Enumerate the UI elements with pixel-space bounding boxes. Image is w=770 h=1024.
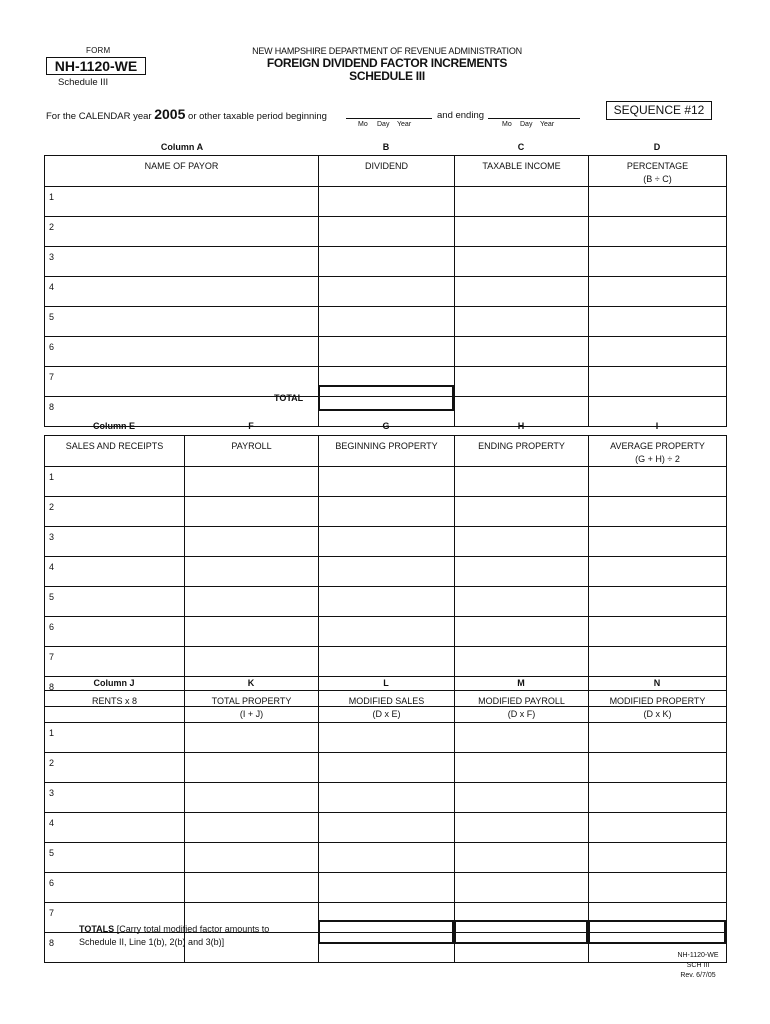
sequence-box: SEQUENCE #12: [606, 101, 712, 120]
table-row[interactable]: 5: [45, 587, 185, 617]
header-ending-property: ENDING PROPERTY: [455, 436, 589, 467]
table-row[interactable]: 7: [45, 647, 185, 677]
table-row[interactable]: 4: [45, 813, 185, 843]
col-a-letter: Column A: [160, 142, 204, 152]
begin-date-field[interactable]: [346, 118, 432, 119]
total-property-label: TOTAL PROPERTY: [211, 696, 292, 706]
department-name: NEW HAMPSHIRE DEPARTMENT OF REVENUE ADMINISTRATION: [252, 46, 522, 56]
totals-text-line1: [Carry total modified factor amounts to: [116, 924, 270, 934]
col-l-letter: L: [383, 678, 389, 688]
end-date-field[interactable]: [488, 118, 580, 119]
header-taxable-income: TAXABLE INCOME: [455, 156, 589, 187]
col-c-letter: C: [517, 142, 525, 152]
modified-sales-label: MODIFIED SALES: [348, 696, 425, 706]
modified-property-formula: (D x K): [643, 709, 672, 719]
schedule-subtitle: Schedule III: [58, 77, 109, 88]
header-total-property: [185, 691, 319, 723]
col-n-letter: N: [653, 678, 661, 688]
begin-year-label: Year: [397, 121, 412, 128]
average-property-formula: (G + H) ÷ 2: [635, 454, 680, 464]
table-row[interactable]: 4: [45, 277, 319, 307]
header-average-property: [589, 436, 727, 467]
col-j-letter: Column J: [93, 678, 135, 688]
percentage-formula: (B ÷ C): [643, 174, 672, 184]
form-title: FOREIGN DIVIDEND FACTOR INCREMENTS: [266, 56, 508, 70]
table-row[interactable]: 1: [45, 723, 185, 753]
col-k-letter: K: [247, 678, 255, 688]
total-dividend-field[interactable]: [318, 385, 454, 411]
table-row[interactable]: 8: [45, 933, 185, 963]
total-modified-sales-field[interactable]: [318, 920, 454, 944]
table-row[interactable]: 7: [45, 903, 185, 933]
period-prefix: For the CALENDAR year: [46, 111, 152, 122]
average-property-label: AVERAGE PROPERTY: [610, 441, 705, 451]
header-name-of-payor: NAME OF PAYOR: [45, 156, 319, 187]
header-modified-sales: [319, 691, 455, 723]
table-row[interactable]: 5: [45, 307, 319, 337]
totals-text-line2: Schedule II, Line 1(b), 2(b) and 3(b)]: [79, 937, 225, 947]
percentage-label: PERCENTAGE: [626, 161, 689, 171]
form-footer: [668, 951, 728, 981]
col-f-letter: F: [248, 421, 254, 431]
table-row[interactable]: 8: [45, 397, 319, 427]
factor-table: [44, 435, 727, 707]
total-modified-payroll-field[interactable]: [454, 920, 588, 944]
table-row[interactable]: 3: [45, 527, 185, 557]
end-mo-label: Mo: [502, 121, 512, 128]
col-i-letter: I: [655, 421, 659, 431]
table-row[interactable]: 6: [45, 337, 319, 367]
total-label: TOTAL: [274, 393, 304, 403]
table-row[interactable]: 7: [45, 367, 319, 397]
table-row[interactable]: 2: [45, 217, 319, 247]
period-middle: or other taxable period beginning: [188, 111, 327, 122]
table-row[interactable]: 8: [45, 677, 185, 707]
totals-instruction: [79, 923, 269, 949]
header-beginning-property: BEGINNING PROPERTY: [319, 436, 455, 467]
form-label: FORM: [86, 46, 111, 55]
table-row[interactable]: 6: [45, 873, 185, 903]
header-modified-payroll: [455, 691, 589, 723]
header-percentage: [589, 156, 727, 187]
header-modified-property: [589, 691, 727, 723]
header-rents: RENTS x 8: [45, 691, 185, 723]
table-row[interactable]: 2: [45, 497, 185, 527]
table-row[interactable]: 1: [45, 187, 319, 217]
table-row[interactable]: 6: [45, 617, 185, 647]
header-dividend: DIVIDEND: [319, 156, 455, 187]
table-row[interactable]: 4: [45, 557, 185, 587]
table-row[interactable]: 5: [45, 843, 185, 873]
col-h-letter: H: [517, 421, 525, 431]
col-b-letter: B: [382, 142, 390, 152]
footer-schedule: SCH III: [686, 962, 710, 969]
col-e-letter: Column E: [93, 421, 135, 431]
modified-property-label: MODIFIED PROPERTY: [609, 696, 706, 706]
col-g-letter: G: [382, 421, 390, 431]
modified-payroll-formula: (D x F): [507, 709, 536, 719]
modified-payroll-label: MODIFIED PAYROLL: [478, 696, 565, 706]
footer-form-number: NH-1120-WE: [677, 952, 719, 959]
and-ending-label: and ending: [437, 110, 485, 121]
modified-sales-formula: (D x E): [372, 709, 401, 719]
total-modified-property-field[interactable]: [588, 920, 726, 944]
table-row[interactable]: 3: [45, 247, 319, 277]
table-row[interactable]: 2: [45, 753, 185, 783]
form-number: NH-1120-WE: [46, 57, 146, 75]
period-line: [46, 106, 327, 122]
end-day-label: Day: [520, 121, 533, 128]
begin-mo-label: Mo: [358, 121, 368, 128]
total-property-formula: (I + J): [239, 709, 264, 719]
col-d-letter: D: [653, 142, 661, 152]
footer-revision: Rev. 6/7/05: [680, 972, 716, 979]
schedule-title: SCHEDULE III: [349, 69, 425, 83]
table-row[interactable]: 1: [45, 467, 185, 497]
table-row[interactable]: 3: [45, 783, 185, 813]
col-m-letter: M: [517, 678, 525, 688]
totals-label: TOTALS: [79, 924, 115, 934]
header-payroll: PAYROLL: [185, 436, 319, 467]
calendar-year: 2005: [154, 106, 186, 122]
end-year-label: Year: [540, 121, 555, 128]
header-sales-receipts: SALES AND RECEIPTS: [45, 436, 185, 467]
begin-day-label: Day: [377, 121, 390, 128]
